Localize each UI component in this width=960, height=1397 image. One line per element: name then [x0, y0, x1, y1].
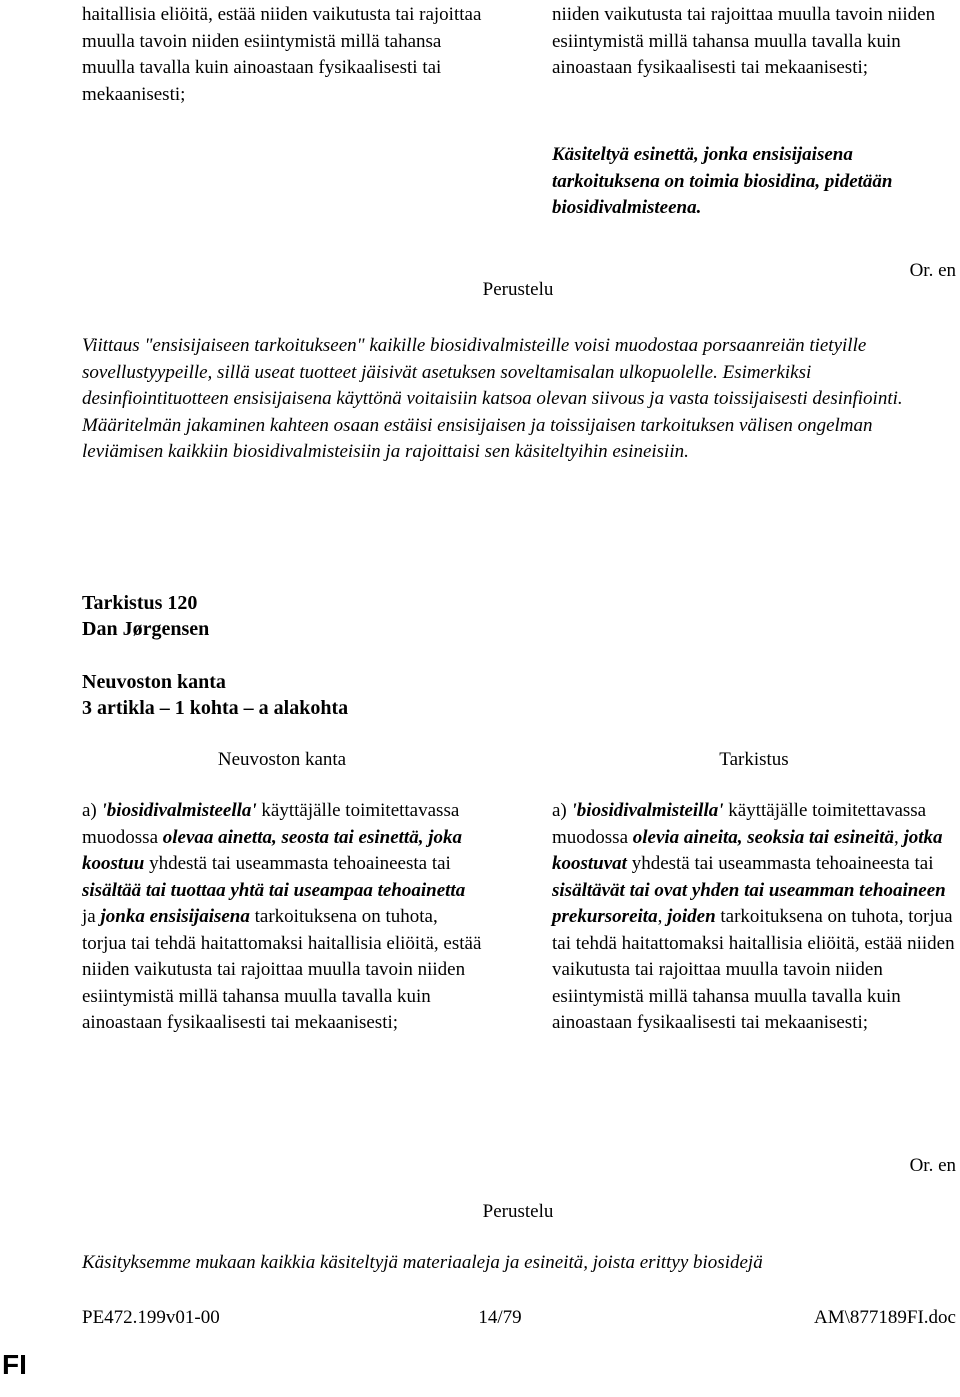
top-right-text: niiden vaikutusta tai rajoittaa muulla tavoin niiden esiintymistä millä tahansa muulla tavalla kuin ainoastaan fysikaalisesti tai mekaanisesti;: [552, 4, 936, 78]
original-language-2: Or. en: [909, 1155, 956, 1176]
text-segment: tarkoituksena on tuhota, torjua tai tehdä haitattomaksi haitallisia eliöitä, estää niiden vaikutusta tai rajoittaa muulla tavoin niiden esiintymistä millä tahansa muulla tavalla kuin ainoastaan fysikaalisesti tai mekaanisesti;: [82, 906, 482, 1033]
text-segment-emphasis: joiden: [667, 906, 716, 927]
text-segment: yhdestä tai useammasta tehoaineesta tai: [626, 853, 934, 874]
justification-text-2: Käsityksemme mukaan kaikkia käsiteltyjä materiaaleja ja esineitä, joista erittyy biosidejä: [82, 1252, 763, 1273]
amendment-number: Tarkistus 120: [82, 592, 198, 614]
text-segment: käyttäjälle toimitettavassa muodossa: [82, 800, 460, 848]
position-label: Neuvoston kanta: [82, 671, 226, 693]
text-segment: tarkoituksena on tuhota, torjua tai tehdä haitattomaksi haitallisia eliöitä, estää niiden vaikutusta tai rajoittaa muulla tavoin niiden esiintymistä millä tahansa muulla tavalla kuin ainoastaan fysikaalisesti tai mekaanisesti;: [552, 906, 955, 1033]
footer-page-number: 14/79: [478, 1307, 522, 1328]
text-segment: ,: [657, 906, 668, 927]
justification-heading-1: Perustelu: [482, 279, 554, 300]
defined-term: 'biosidivalmisteilla': [571, 800, 724, 821]
justification-heading-2: Perustelu: [482, 1201, 554, 1222]
footer-document-ref: PE472.199v01-00: [82, 1307, 220, 1328]
text-segment: yhdestä tai useammasta tehoaineesta tai: [144, 853, 451, 874]
column-heading-left: Neuvoston kanta: [217, 749, 347, 770]
article-reference: 3 artikla – 1 kohta – a alakohta: [82, 697, 349, 719]
text-segment: ,: [893, 826, 904, 848]
text-segment-emphasis: sisältävät tai ovat yhden tai useamman tehoaineen prekursoreita: [552, 879, 946, 927]
text-segment: ja: [82, 906, 101, 927]
amendment-text: [552, 798, 956, 1037]
text-segment-emphasis: olevaa ainetta, seosta tai esinettä, joka koostuu: [82, 826, 462, 874]
column-heading-right: Tarkistus: [719, 749, 789, 770]
language-code: FI: [2, 1349, 27, 1380]
defined-term: 'biosidivalmisteella': [101, 800, 257, 821]
text-segment: käyttäjälle toimitettavassa muodossa: [552, 800, 927, 848]
justification-text-1: Viittaus "ensisijaiseen tarkoitukseen" kaikille biosidivalmisteille voisi muodostaa porsaanreiän tietyille sovellustyypeille, sillä useat tuotteet jäisivät asetuksen soveltamisalan ulkopuolelle. Esimerkiksi desinfiointituotteen ensisijaisena käyttönä voitaisiin katsoa olevan siivous ja vasta toissijaisesti desinfiointi. Määritelmän jakaminen kahteen osaan estäisi ensisijaisen ja toissijaisen tarkoituksen välisen ongelman leviämisen kaikkiin biosidivalmisteisiin ja rajoittaisi sen käsiteltyihin esineisiin.: [82, 335, 903, 462]
text-segment-emphasis: sisältää tai tuottaa yhtä tai useampaa tehoainetta: [82, 879, 466, 901]
amendment-author: Dan Jørgensen: [82, 618, 210, 640]
original-language-1: Or. en: [909, 260, 956, 281]
text-segment-emphasis: jotka koostuvat: [552, 826, 943, 874]
top-right-added-text: Käsiteltyä esinettä, jonka ensisijaisena tarkoituksena on toimia biosidina, pidetään biosidivalmisteena.: [552, 144, 893, 218]
text-segment-emphasis: jonka ensisijaisena: [100, 906, 250, 927]
item-letter: a): [552, 800, 572, 821]
footer-file-name: AM\877189FI.doc: [814, 1307, 956, 1328]
council-position-text: [82, 798, 482, 1037]
top-left-text: haitallisia eliöitä, estää niiden vaikutusta tai rajoittaa muulla tavoin niiden esiintymistä millä tahansa muulla tavalla kuin ainoastaan fysikaalisesti tai mekaanisesti;: [82, 4, 482, 105]
item-letter: a): [82, 800, 102, 821]
text-segment-emphasis: olevia aineita, seoksia tai esineitä: [632, 826, 894, 848]
